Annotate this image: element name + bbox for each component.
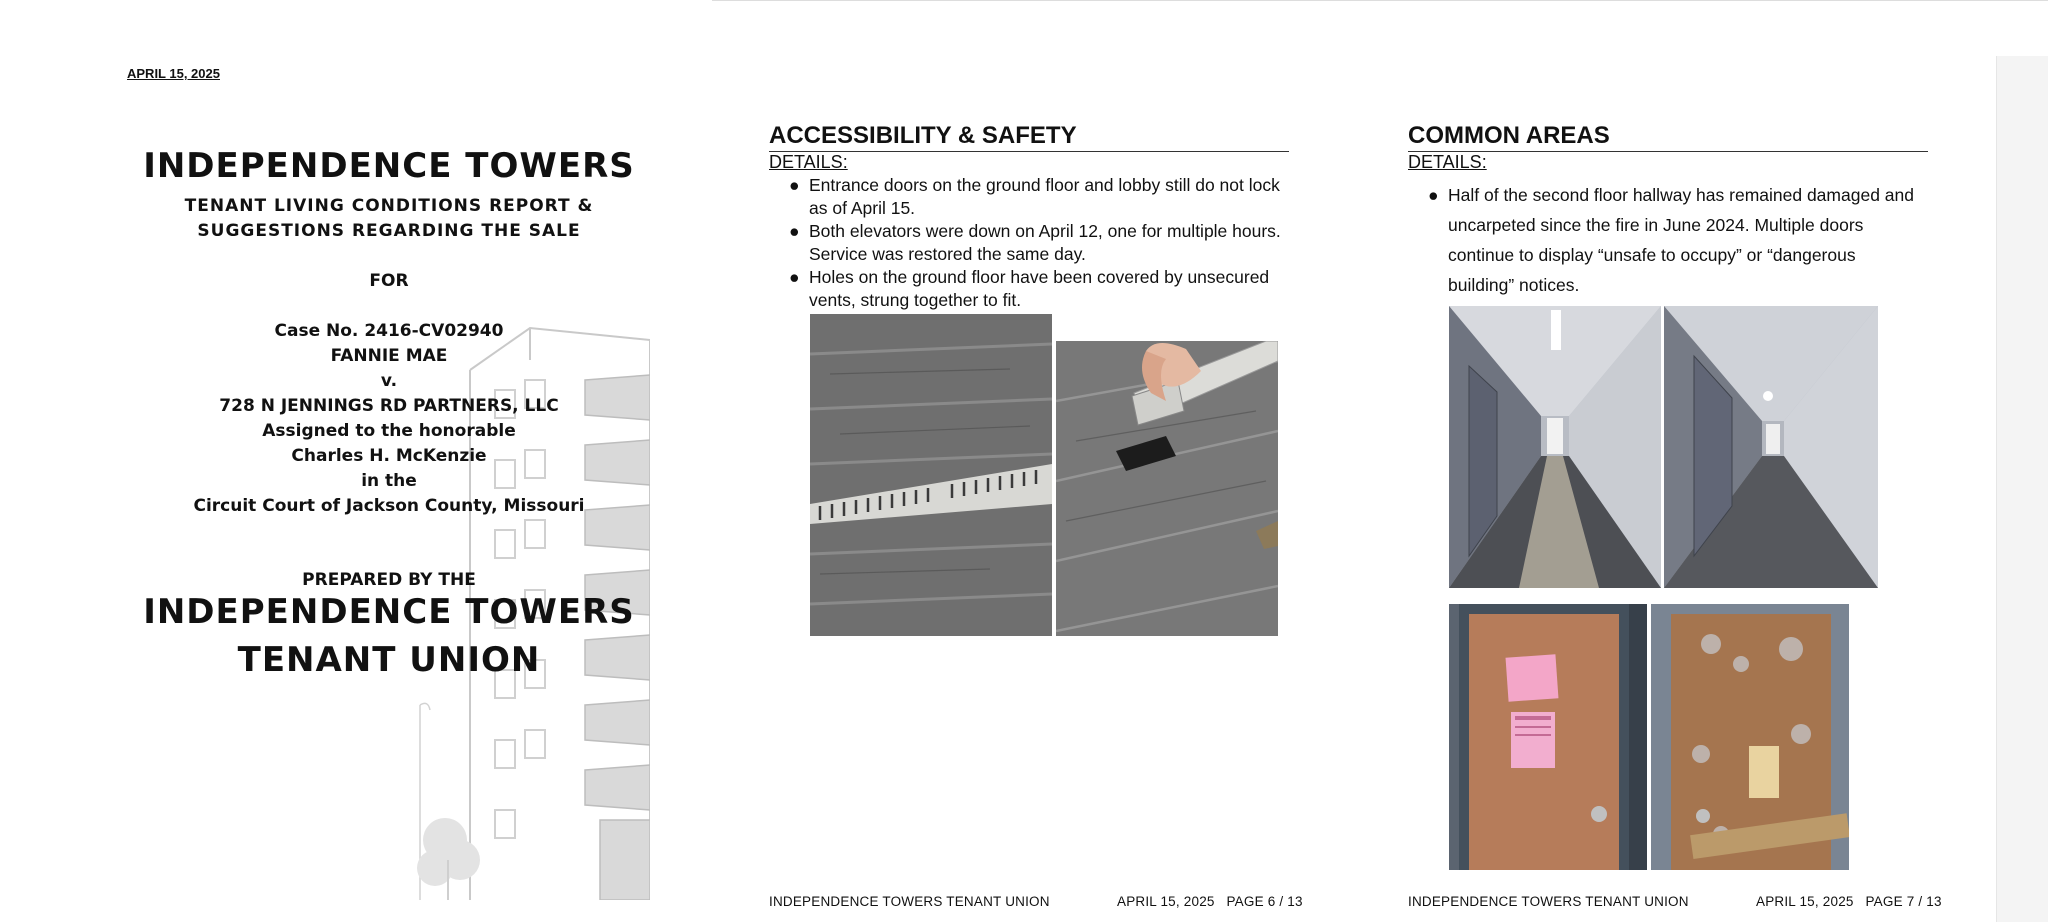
photo-door-notice-1 — [1449, 604, 1647, 870]
list-item: ● Entrance doors on the ground floor and lobby still do not lock as of April 15. — [789, 175, 1280, 218]
cover-for: FOR — [369, 271, 409, 291]
top-strip — [712, 0, 2048, 61]
case-line: 728 N JENNINGS RD PARTNERS, LLC — [219, 396, 559, 416]
bullet-text: Entrance doors on the ground floor and lobby still do not lock as of April 15. — [809, 175, 1280, 218]
cover-page — [0, 0, 712, 922]
cover-subtitle-2: SUGGESTIONS REGARDING THE SALE — [197, 221, 581, 241]
bullet-list — [1408, 180, 1918, 300]
details-label: DETAILS: — [1408, 152, 1487, 172]
list-item: ● Half of the second floor hallway has remained damaged and uncarpeted since the fire in June 2024. Multiple doors continue to display “unsafe to occupy” or “dangerous building” notices. — [1428, 185, 1914, 295]
page-6 — [712, 56, 1356, 922]
photo-hallway-2 — [1664, 306, 1878, 588]
cover-title: INDEPENDENCE TOWERS — [143, 146, 635, 186]
photo-floor-vent — [810, 314, 1052, 636]
photo-door-notice-2 — [1651, 604, 1849, 870]
section-heading: ACCESSIBILITY & SAFETY — [769, 122, 1289, 152]
photo-hallway-1 — [1449, 306, 1661, 588]
footer-page: APRIL 15, 2025 PAGE 7 / 13 — [1756, 894, 1942, 909]
bullet-text: Both elevators were down on April 12, one for multiple hours. Service was restored the same day. — [809, 221, 1281, 264]
case-line: Assigned to the honorable — [262, 421, 516, 441]
cover-date: APRIL 15, 2025 — [127, 66, 220, 81]
case-line: in the — [361, 471, 417, 491]
list-item: ● Holes on the ground floor have been covered by unsecured vents, strung together to fit. — [789, 267, 1270, 310]
right-margin — [1996, 56, 2048, 922]
case-line: Charles H. McKenzie — [291, 446, 487, 466]
footer-page: APRIL 15, 2025 PAGE 6 / 13 — [1117, 894, 1303, 909]
footer-org: INDEPENDENCE TOWERS TENANT UNION — [769, 894, 1050, 909]
cover-subtitle-1: TENANT LIVING CONDITIONS REPORT & — [184, 196, 594, 216]
case-line: Case No. 2416-CV02940 — [274, 321, 504, 341]
org-name-2: TENANT UNION — [237, 640, 541, 680]
footer-org: INDEPENDENCE TOWERS TENANT UNION — [1408, 894, 1689, 909]
bullet-text: Half of the second floor hallway has remained damaged and uncarpeted since the fire in June 2024. Multiple doors continue to display “unsafe to occupy” or “dangerous building” notices. — [1448, 185, 1914, 295]
case-line: Circuit Court of Jackson County, Missouri — [193, 496, 585, 516]
list-item: ● Both elevators were down on April 12, one for multiple hours. Service was restored the same day. — [789, 221, 1281, 264]
prepared-by: PREPARED BY THE — [302, 570, 476, 590]
details-label: DETAILS: — [769, 152, 848, 172]
page-7 — [1356, 56, 1996, 922]
case-line: v. — [380, 371, 398, 391]
org-name-1: INDEPENDENCE TOWERS — [143, 592, 635, 632]
case-line: FANNIE MAE — [330, 346, 448, 366]
photo-vent-lifted — [1056, 341, 1278, 636]
bullet-text: Holes on the ground floor have been covered by unsecured vents, strung together to fit. — [809, 267, 1270, 310]
bullet-list — [769, 174, 1299, 312]
section-heading: COMMON AREAS — [1408, 122, 1928, 152]
